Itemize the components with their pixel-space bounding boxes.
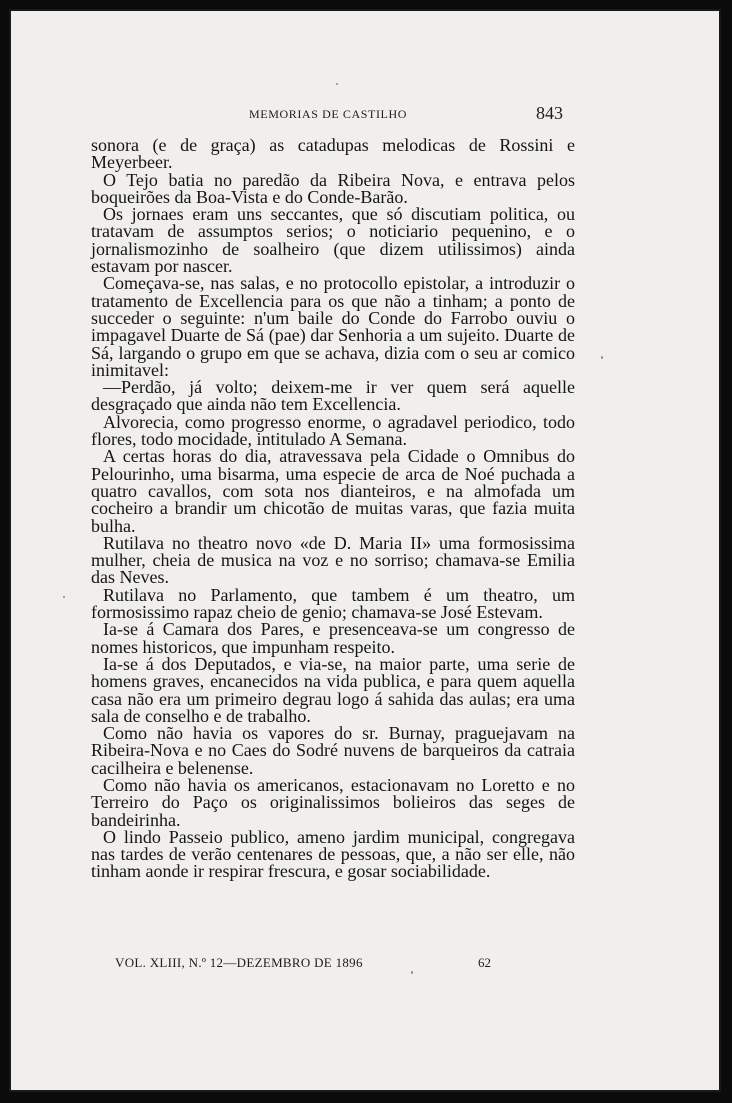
paragraph-deputados: Ia-se á dos Deputados, e via-se, na maior parte, uma serie de homens graves, encanecidos na vida publica, e para quem aquella casa não era um primeiro degrau logo á sahida das aulas; era uma sala de conselho e de trabalho. <box>91 653 575 726</box>
paragraph-excellencia: Começava-se, nas salas, e no protocollo epistolar, a introduzir o tratamento de Excellencia para os que não a tinham; a ponto de succeder o seguinte: n'um baile do Conde do Farrobo ouviu o impagavel Duarte de Sá (pae) dar Senhoria a um sujeito. Duarte de Sá, largando o grupo em que se achava, dizia com o seu ar comico inimitavel: <box>91 273 575 380</box>
running-title: MEMORIAS DE CASTILHO <box>249 107 408 121</box>
paragraph-emilia: Rutilava no theatro novo «de D. Maria II» uma formosissima mulher, cheia de musica na voz e no sorriso; chamava-se Emilia das Neves. <box>91 532 575 588</box>
paragraph-vapores: Como não havia os vapores do sr. Burnay, praguejavam na Ribeira-Nova e no Caes do Sodré nuvens de barqueiros da catraia cacilheira e belenense. <box>91 723 575 778</box>
paper-speck <box>336 83 338 85</box>
paragraph-semana: Alvorecia, como progresso enorme, o agradavel periodico, todo flores, todo mocidade, intitulado A Semana. <box>91 411 575 450</box>
paragraph-tejo: O Tejo batia no paredão da Ribeira Nova, e entrava pelos boqueirões da Boa-Vista e do Conde-Barão. <box>91 169 575 207</box>
paragraph-continuation: sonora (e de graça) as catadupas melodicas de Rossini e Meyerbeer. <box>91 135 575 173</box>
paragraph-passeio: O lindo Passeio publico, ameno jardim municipal, congregava nas tardes de verão centenares de pessoas, que, a não ser elle, não tinham aonde ir respirar frescura, e gosar sociabilidade. <box>91 826 575 882</box>
paragraph-pares: Ia-se á Camara dos Pares, e presenceava-se um congresso de nomes historicos, que impunham respeito. <box>91 619 575 657</box>
volume-line: VOL. XLIII, N.º 12—DEZEMBRO DE 1896 <box>115 955 363 970</box>
paragraph-jornaes: Os jornaes eram uns seccantes, que só discutiam politica, ou tratavam de assumptos serios; o noticiario pequenino, e o jornalismozinho de soalheiro (que dizem utilissimos) ainda estavam por nascer. <box>91 204 575 277</box>
paragraph-americanos: Como não havia os americanos, estacionavam no Loretto e no Terreiro do Paço os originalissimos bolieiros das seges de bandeirinha. <box>91 774 575 830</box>
signature-mark: 62 <box>478 955 491 970</box>
page-number: 843 <box>536 103 563 123</box>
paragraph-jose-estevam: Rutilava no Parlamento, que tambem é um theatro, um formosissimo rapaz cheio de genio; chamava-se José Estevam. <box>91 584 575 623</box>
document-page <box>9 9 721 1092</box>
paragraph-omnibus: A certas horas do dia, atravessava pela Cidade o Omnibus do Pelourinho, uma bisarma, uma especie de arca de Noé puchada a quatro cavallos, com sota nos dianteiros, e na almofada um cocheiro a brandir um chicotão de muitas varas, que fazia muita bulha. <box>91 446 575 536</box>
paper-speck <box>601 356 603 359</box>
paragraph-perdao: —Perdão, já volto; deixem-me ir ver quem será aquelle desgraçado que ainda não tem Excellencia. <box>91 377 575 415</box>
paper-speck <box>63 596 65 598</box>
body-text <box>91 137 575 881</box>
paper-speck <box>411 971 413 974</box>
page-footer <box>11 951 719 975</box>
running-header <box>11 103 719 127</box>
